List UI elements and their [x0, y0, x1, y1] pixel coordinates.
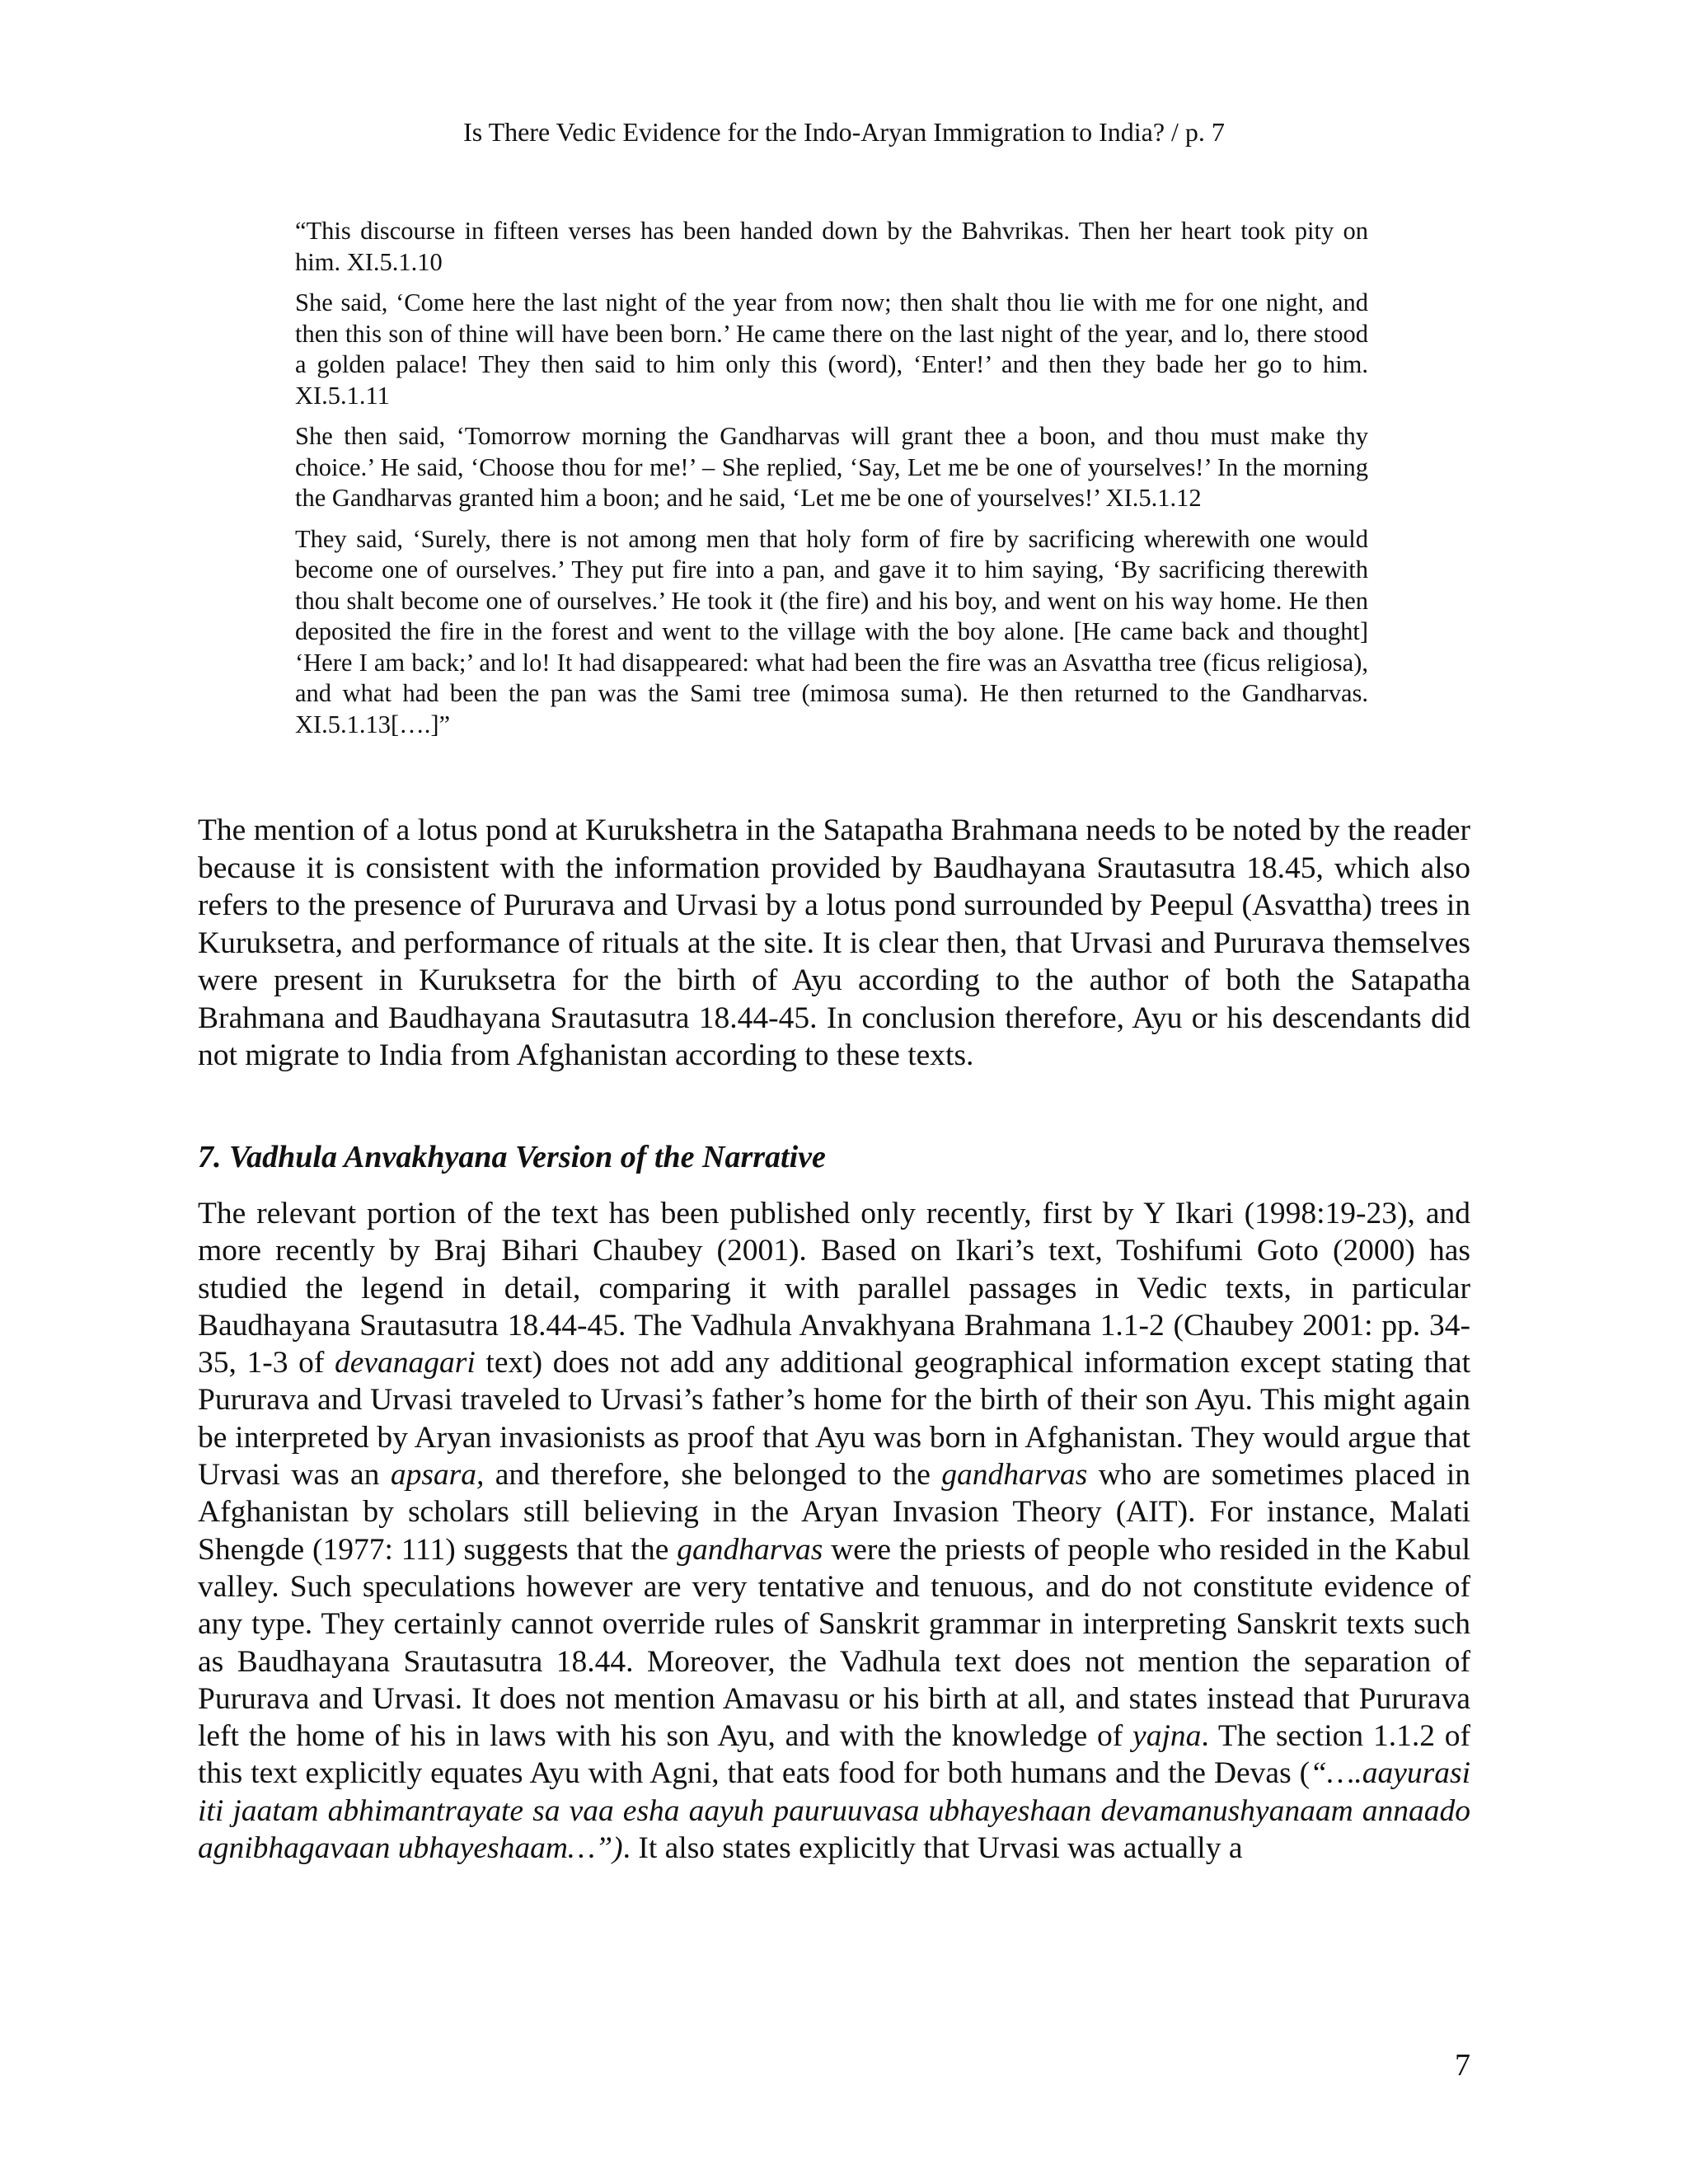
italic-sanskrit-quote: “….aayurasi iti jaatam abhimantrayate sa vaa esha aayuh pauruuvasa ubhayeshaan devamanushyanaam annaado agnibhagavaan ubhayeshaam…”)	[198, 1756, 1470, 1866]
section-heading: 7. Vadhula Anvakhyana Version of the Narrative	[198, 1140, 826, 1174]
text-run: who are sometimes placed in Afghanistan by scholars still believing in the Aryan Invasion Theory (AIT). For instance, Malati Shengde (1977: 111) suggests that the	[198, 1458, 1470, 1567]
italic-term: gandharvas	[677, 1532, 823, 1567]
quote-paragraph: She said, ‘Come here the last night of the year from now; then shalt thou lie with me for one night, and then this son of thine will have been born.’ He came there on the last night of the year, and lo, there stood a golden palace! They then said to him only this (word), ‘Enter!’ and then they bade her go to him. XI.5.1.11	[295, 288, 1368, 410]
text-run: text) does not add any additional geographical information except stating that Pururava and Urvasi traveled to Urvasi’s father’s home for the birth of their son Ayu. This might again be interpreted by Aryan invasionists as proof that Ayu was born in Afghanistan. They would argue that Urvasi was an	[198, 1346, 1470, 1493]
text-run: . The section 1.1.2 of this text explicitly equates Ayu with Agni, that eats food for both humans and the Devas (	[198, 1719, 1470, 1791]
body-paragraph-1: The mention of a lotus pond at Kurukshetra in the Satapatha Brahmana needs to be noted by the reader because it is consistent with the information provided by Baudhayana Srautasutra 18.45, which also refers to the presence of Pururava and Urvasi by a lotus pond surrounded by Peepul (Asvattha) trees in Kuruksetra, and performance of rituals at the site. It is clear then, that Urvasi and Pururava themselves were present in Kuruksetra for the birth of Ayu according to the author of both the Satapatha Brahmana and Baudhayana Srautasutra 18.44-45. In conclusion therefore, Ayu or his descendants did not migrate to India from Afghanistan according to these texts.	[198, 813, 1470, 1072]
block-quote	[295, 216, 1368, 750]
text-run: were the priests of people who resided in the Kabul valley. Such speculations however are very tentative and tenuous, and do not constitute evidence of any type. They certainly cannot override rules of Sanskrit grammar in interpreting Sanskrit texts such as Baudhayana Srautasutra 18.44. Moreover, the Vadhula text does not mention the separation of Pururava and Urvasi. It does not mention Amavasu or his birth at all, and states instead that Pururava left the home of his in laws with his son Ayu, and with the knowledge of	[198, 1532, 1470, 1754]
quote-paragraph: She then said, ‘Tomorrow morning the Gandharvas will grant thee a boon, and thou must make thy choice.’ He said, ‘Choose thou for me!’ – She replied, ‘Say, Let me be one of yourselves!’ In the morning the Gandharvas granted him a boon; and he said, ‘Let me be one of yourselves!’ XI.5.1.12	[295, 422, 1368, 512]
running-header: Is There Vedic Evidence for the Indo-Aryan Immigration to India? / p. 7	[463, 117, 1225, 147]
italic-term: yajna	[1132, 1719, 1202, 1754]
quote-paragraph: “This discourse in fifteen verses has been handed down by the Bahvrikas. Then her heart took pity on him. XI.5.1.10	[295, 217, 1368, 276]
text-run: The relevant portion of the text has been published only recently, first by Y Ikari (1998:19-23), and more recently by Braj Bihari Chaubey (2001). Based on Ikari’s text, Toshifumi Goto (2000) has studied the legend in detail, comparing it with parallel passages in Vedic texts, in particular Baudhayana Srautasutra 18.44-45. The Vadhula Anvakhyana Brahmana 1.1-2 (Chaubey 2001: pp. 34-35, 1-3 of	[198, 1197, 1470, 1380]
body-paragraph-2	[198, 1195, 1470, 1867]
quote-paragraph: They said, ‘Surely, there is not among men that holy form of fire by sacrificing wherewith one would become one of ourselves.’ They put fire into a pan, and gave it to him saying, ‘By sacrificing therewith thou shalt become one of ourselves.’ He took it (the fire) and his boy, and went on his way home. He then deposited the fire in the forest and went to the village with the boy alone. [He came back and thought] ‘Here I am back;’ and lo! It had disappeared: what had been the fire was an Asvattha tree (ficus religiosa), and what had been the pan was the Sami tree (mimosa suma). He then returned to the Gandharvas. XI.5.1.13[….]”	[295, 524, 1368, 738]
text-run: . It also states explicitly that Urvasi was actually a	[622, 1831, 1243, 1866]
italic-term: apsara,	[390, 1458, 485, 1493]
page-number: 7	[1455, 2048, 1470, 2083]
italic-term: devanagari	[334, 1346, 476, 1380]
italic-term: gandharvas	[941, 1458, 1088, 1493]
text-run: and therefore, she belonged to the	[484, 1458, 942, 1493]
